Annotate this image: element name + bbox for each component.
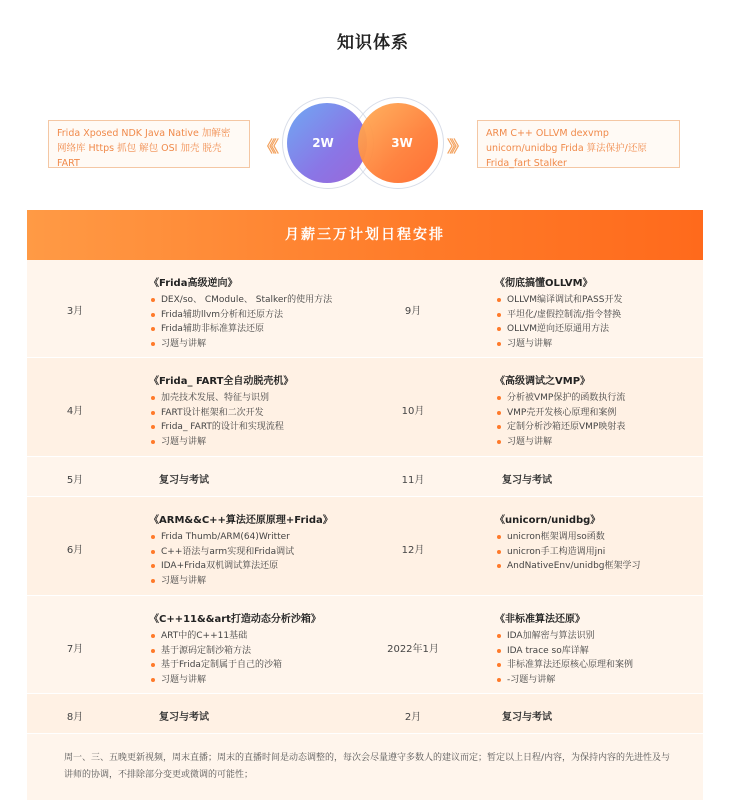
skills-left-box: Frida Xposed NDK Java Native 加解密 网络库 Https 抓包 解包 OSI 加壳 脱壳 FART xyxy=(48,120,250,168)
course-items xyxy=(495,293,701,351)
course-block xyxy=(495,372,701,449)
schedule-row xyxy=(27,497,703,596)
list-item: 平坦化/虚假控制流/指令替换 xyxy=(495,308,701,323)
list-item: VMP壳开发核心原理和案例 xyxy=(495,406,701,421)
month-cell: 4月 xyxy=(66,406,84,417)
schedule-row xyxy=(27,596,703,694)
list-item: 习题与讲解 xyxy=(495,337,701,352)
level-left-label: 2W xyxy=(312,136,334,150)
course-items xyxy=(495,530,701,574)
review-label: 复习与考试 xyxy=(159,712,209,723)
review-label: 复习与考试 xyxy=(159,475,209,486)
list-item: DEX/so、 CModule、 Stalker的使用方法 xyxy=(149,293,359,308)
course-items xyxy=(495,391,701,449)
month-cell: 9月 xyxy=(404,306,422,317)
chevron-left-icon: 《《 xyxy=(259,137,276,156)
list-item: 基于源码定制沙箱方法 xyxy=(149,644,359,659)
level-circle-right xyxy=(358,103,438,183)
skills-right-box: ARM C++ OLLVM dexvmp unicorn/unidbg Frida 算法保护/还原 Frida_fart Stalker xyxy=(477,120,680,168)
chevron-right-icon: 》》 xyxy=(447,137,464,156)
course-items xyxy=(149,293,359,351)
course-items xyxy=(495,629,701,687)
list-item: 习题与讲解 xyxy=(495,435,701,450)
month-cell: 8月 xyxy=(66,712,84,723)
course-block xyxy=(495,274,701,351)
list-item: 定制分析沙箱还原VMP映射表 xyxy=(495,420,701,435)
month-cell: 5月 xyxy=(66,475,84,486)
list-item: ART中的C++11基础 xyxy=(149,629,359,644)
level-right-label: 3W xyxy=(391,136,413,150)
schedule-row xyxy=(27,694,703,734)
course-block xyxy=(495,511,701,574)
course-title: 《C++11&&art打造动态分析沙箱》 xyxy=(149,614,321,625)
list-item: Frida Thumb/ARM(64)Writter xyxy=(149,530,359,545)
course-items xyxy=(149,391,359,449)
course-block xyxy=(495,610,701,687)
list-item: Frida辅助非标准算法还原 xyxy=(149,322,359,337)
list-item: OLLVM逆向还原通用方法 xyxy=(495,322,701,337)
level-circle-left xyxy=(287,103,367,183)
course-block xyxy=(149,511,359,588)
list-item: OLLVM编译调试和PASS开发 xyxy=(495,293,701,308)
list-item: 习题与讲解 xyxy=(149,673,359,688)
list-item: unicron手工构造调用jni xyxy=(495,545,701,560)
list-item: Frida辅助llvm分析和还原方法 xyxy=(149,308,359,323)
list-item: 分析被VMP保护的函数执行流 xyxy=(495,391,701,406)
course-block xyxy=(149,610,359,687)
course-title: 《unicorn/unidbg》 xyxy=(495,515,601,526)
month-cell: 12月 xyxy=(401,545,425,556)
month-cell: 7月 xyxy=(66,644,84,655)
page-title: 知识体系 xyxy=(337,33,409,53)
review-label: 复习与考试 xyxy=(502,475,552,486)
list-item: FART设计框架和二次开发 xyxy=(149,406,359,421)
schedule-table xyxy=(27,210,703,800)
list-item: IDA加解密与算法识别 xyxy=(495,629,701,644)
course-title: 《彻底搞懂OLLVM》 xyxy=(495,278,593,289)
course-block xyxy=(149,274,359,351)
list-item: 习题与讲解 xyxy=(149,574,359,589)
month-cell: 2022年1月 xyxy=(387,644,439,655)
course-block xyxy=(149,372,359,449)
list-item: 习题与讲解 xyxy=(149,435,359,450)
month-cell: 2月 xyxy=(404,712,422,723)
course-items xyxy=(149,530,359,588)
course-items xyxy=(149,629,359,687)
list-item: 基于Frida定制属于自己的沙箱 xyxy=(149,658,359,673)
month-cell: 6月 xyxy=(66,545,84,556)
course-title: 《Frida_ FART全自动脱壳机》 xyxy=(149,376,294,387)
month-cell: 3月 xyxy=(66,306,84,317)
list-item: 加壳技术发展、特征与识别 xyxy=(149,391,359,406)
course-title: 《Frida高级逆向》 xyxy=(149,278,238,289)
course-title: 《高级调试之VMP》 xyxy=(495,376,591,387)
list-item: 非标准算法还原核心原理和案例 xyxy=(495,658,701,673)
list-item: C++语法与arm实现和Frida调试 xyxy=(149,545,359,560)
list-item: 习题与讲解 xyxy=(149,337,359,352)
list-item: Frida_ FART的设计和实现流程 xyxy=(149,420,359,435)
review-label: 复习与考试 xyxy=(502,712,552,723)
schedule-header: 月薪三万计划日程安排 xyxy=(27,210,703,260)
course-title: 《非标准算法还原》 xyxy=(495,614,585,625)
list-item: unicron框架调用so函数 xyxy=(495,530,701,545)
list-item: IDA trace so库详解 xyxy=(495,644,701,659)
course-title: 《ARM&&C++算法还原原理+Frida》 xyxy=(149,515,333,526)
month-cell: 10月 xyxy=(401,406,425,417)
list-item: AndNativeEnv/unidbg框架学习 xyxy=(495,559,701,574)
schedule-row xyxy=(27,260,703,358)
month-cell: 11月 xyxy=(401,475,425,486)
schedule-note: 周一、三、五晚更新视频，周末直播；周末的直播时间是动态调整的，每次会尽量遵守多数人的建议而定；暂定以上日程/内容，为保持内容的先进性及与讲师的协调，不排除部分变更或微调的可能性； xyxy=(64,753,671,780)
list-item: IDA+Frida双机调试算法还原 xyxy=(149,559,359,574)
schedule-row xyxy=(27,358,703,457)
list-item: -习题与讲解 xyxy=(495,673,701,688)
schedule-row xyxy=(27,457,703,497)
